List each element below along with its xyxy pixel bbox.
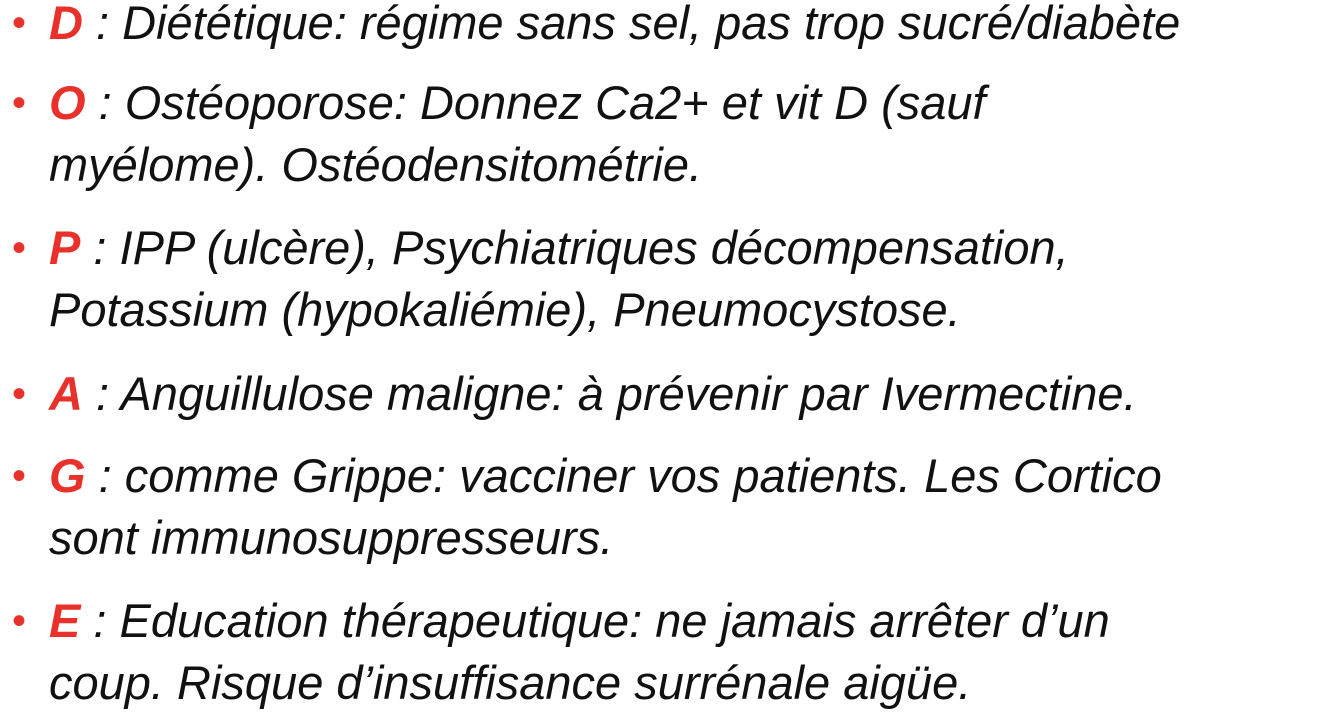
bullet-text <box>49 217 1317 341</box>
bullet-line <box>49 0 1317 54</box>
bullet-dot-icon: • <box>12 226 27 270</box>
bullet-line <box>49 72 1317 134</box>
bullet-dot-icon: • <box>12 599 27 643</box>
bullet-line-text: Ostéoporose: Donnez Ca2+ et vit D (sauf <box>124 76 986 129</box>
bullet-line-text: Education thérapeutique: ne jamais arrêter d’un <box>119 594 1110 647</box>
mnemonic-letter: G <box>49 449 86 502</box>
bullet-text <box>49 445 1317 569</box>
bullet-line: Potassium (hypokaliémie), Pneumocystose. <box>49 283 961 336</box>
separator: : <box>82 0 123 49</box>
bullet-line-text: comme Grippe: vacciner vos patients. Les Cortico <box>124 449 1162 502</box>
bullet-line <box>49 363 1317 425</box>
bullet-line: coup. Risque d’insuffisance surrénale aigüe. <box>49 656 972 709</box>
mnemonic-letter: A <box>49 367 83 420</box>
bullet-line-text: Anguillulose maligne: à prévenir par Ivermectine. <box>120 367 1137 420</box>
bullet-line-text: Diététique: régime sans sel, pas trop sucré/diabète <box>122 0 1181 49</box>
bullet-text <box>49 363 1317 425</box>
mnemonic-letter: E <box>49 594 81 647</box>
mnemonic-letter: P <box>49 221 81 274</box>
separator: : <box>85 76 125 129</box>
bullet-line: myélome). Ostéodensitométrie. <box>49 138 703 191</box>
mnemonic-letter: D <box>49 0 83 49</box>
bullet-text <box>49 72 1317 196</box>
bullet-text <box>49 590 1317 714</box>
bullet-line-text: IPP (ulcère), Psychiatriques décompensation, <box>119 221 1069 274</box>
mnemonic-letter: O <box>49 76 86 129</box>
bullet-dot-icon: • <box>12 372 27 416</box>
bullet-line <box>49 445 1317 507</box>
separator: : <box>80 221 120 274</box>
separator: : <box>80 594 120 647</box>
bullet-dot-icon: • <box>12 454 27 498</box>
bullet-text <box>49 0 1317 54</box>
bullet-dot-icon: • <box>12 1 27 45</box>
bullet-dot-icon: • <box>12 81 27 125</box>
bullet-line <box>49 217 1317 279</box>
separator: : <box>82 367 121 420</box>
bullet-line: sont immunosuppresseurs. <box>49 511 614 564</box>
bullet-line <box>49 590 1317 652</box>
separator: : <box>85 449 125 502</box>
